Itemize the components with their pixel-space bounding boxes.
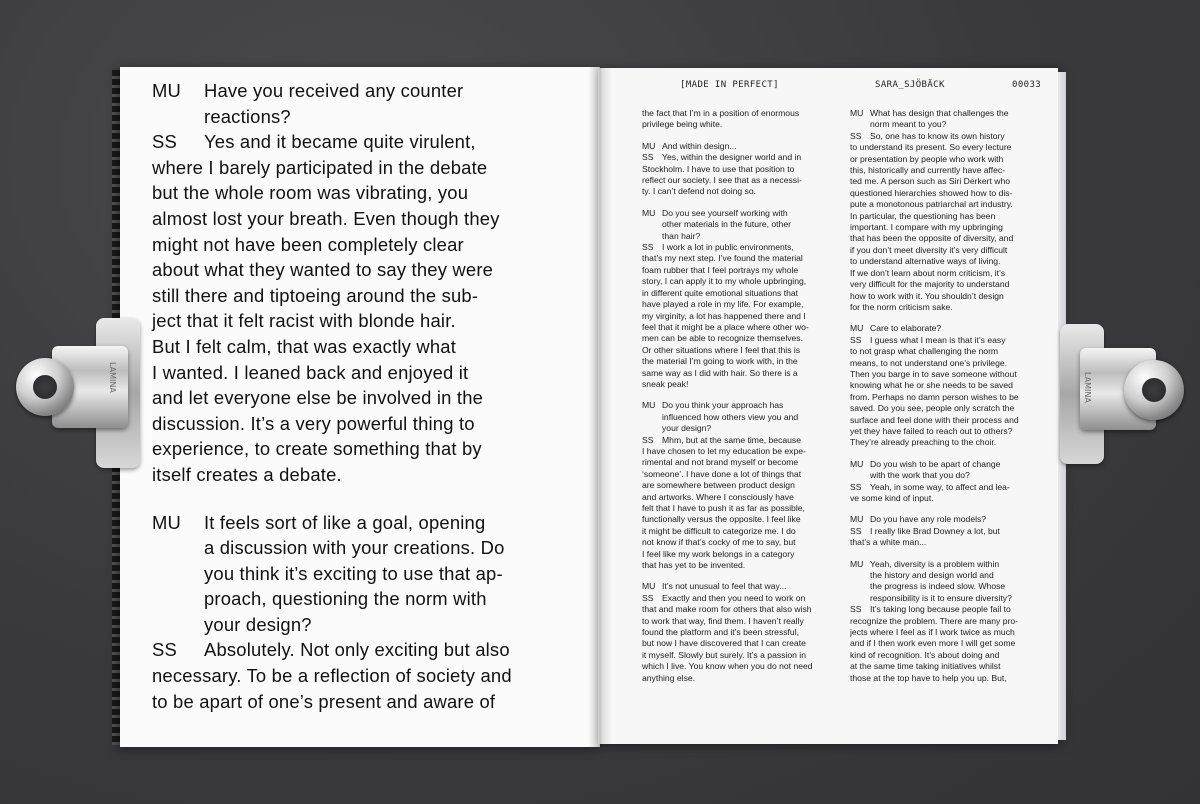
speaker-label: MU (642, 400, 656, 411)
text-line: functionally versus the opposite. I feel like (642, 514, 801, 525)
text-line: I have chosen to let my education be expe- (642, 445, 806, 456)
text-line: proach, questioning the norm with (204, 588, 487, 610)
question-block (152, 510, 572, 638)
speaker-label: MU (642, 207, 656, 218)
text-line: that and make room for others that also wish (642, 604, 812, 615)
text-line: other materials in the future, other (662, 219, 791, 230)
question-block (642, 208, 850, 242)
text-line: to be apart of one’s present and aware of (152, 690, 496, 712)
text-line: which I live. You know when you do not need (642, 661, 813, 672)
text-line: to work that way, find them. I haven’t really (642, 615, 804, 626)
question-block (152, 78, 572, 129)
text-line: this, historically and currently have affec- (850, 165, 1006, 176)
text-line: feel that it might be a place where other wo- (642, 321, 809, 332)
continued-text (642, 108, 850, 131)
speaker-label: SS (642, 242, 654, 253)
paragraph-gap (642, 571, 850, 581)
text-line: Yeah, diversity is a problem within (870, 558, 1000, 569)
text-line: your design? (204, 613, 312, 635)
text-line: Mhm, but at the same time, because (662, 434, 801, 445)
text-line: from. Perhaps no damn person wishes to be (850, 391, 1019, 402)
speaker-label: SS (152, 131, 177, 153)
text-line: Absolutely. Not only exciting but also (204, 639, 510, 661)
text-line: privilege being white. (642, 119, 723, 130)
text-line: reflect our society. I see that as a necessi- (642, 175, 802, 186)
clip-ring-hole (1142, 378, 1166, 402)
answer-block (152, 637, 572, 714)
question-block (642, 581, 850, 592)
text-line: rimental and not brand myself or become (642, 457, 799, 468)
text-line: that’s a white man... (850, 537, 927, 548)
text-line: surface and feel done with their process and (850, 414, 1019, 425)
text-line: a discussion with your creations. Do (204, 537, 505, 559)
text-line: They’re already preaching to the choir. (850, 437, 997, 448)
text-line: for the norm criticism sake. (850, 301, 953, 312)
answer-block (642, 435, 850, 572)
text-line: to not grasp what challenging the norm (850, 346, 999, 357)
text-line: What has design that challenges the (870, 108, 1009, 118)
text-line: necessary. To be a reflection of society and (152, 665, 512, 687)
speaker-label: SS (850, 525, 862, 536)
text-line: same way as I did with hair. So there is a (642, 367, 798, 378)
text-line: have played a role in my life. For example, (642, 299, 804, 310)
text-line: I wanted. I leaned back and enjoyed it (152, 361, 469, 383)
text-line: Do you wish to be apart of change (870, 458, 1001, 469)
text-line: It’s not unusual to feel that way... (662, 581, 787, 592)
question-block (850, 323, 1058, 334)
question-block (850, 559, 1058, 605)
text-line: the material I’m going to work with, in the (642, 356, 798, 367)
text-line: found the platform and it’s been stressful, (642, 627, 800, 638)
paragraph-gap (850, 549, 1058, 559)
paragraph-gap (642, 198, 850, 208)
text-line: in different quite emotional situations that (642, 287, 799, 298)
text-line: If we don’t learn about norm criticism, it’s (850, 267, 1006, 278)
answer-block (850, 604, 1058, 684)
column-right (850, 108, 1058, 684)
text-line: I really like Brad Downey a lot, but (870, 525, 1000, 536)
text-line: about what they wanted to say they were (152, 259, 494, 281)
text-line: but the whole room was vibrating, you (152, 182, 469, 204)
text-line: are somewhere between product design (642, 480, 795, 491)
answer-block (850, 335, 1058, 449)
text-line: foam rubber that I feel portrays my whole (642, 264, 799, 275)
text-line: pute a monotonous patriarchal art industry. (850, 199, 1013, 210)
text-line: men can be able to recognize themselves. (642, 333, 803, 344)
text-line: Stockholm. I have to use that position to (642, 163, 795, 174)
speaker-label: MU (642, 140, 656, 151)
speaker-label: MU (850, 514, 864, 525)
speaker-label: SS (152, 639, 177, 661)
text-line: it might be difficult to categorize me. I do (642, 525, 796, 536)
text-line: I guess what I mean is that it’s easy (870, 334, 1006, 345)
paragraph-gap (850, 313, 1058, 323)
text-line: Exactly and then you need to work on (662, 592, 806, 603)
text-line: that has yet to be invented. (642, 560, 746, 571)
text-line: Yes, within the designer world and in (662, 152, 802, 163)
answer-block (642, 152, 850, 198)
speaker-label: MU (152, 511, 182, 533)
text-line: than hair? (662, 230, 701, 241)
text-line: but now I have discovered that I can create (642, 638, 806, 649)
answer-block (642, 242, 850, 390)
text-line: important. I compare with my upbringing (850, 222, 1003, 233)
speaker-label: SS (642, 592, 654, 603)
text-line: that has been the opposite of diversity, and (850, 233, 1014, 244)
text-line: and let everyone else be involved in the (152, 387, 484, 409)
text-line: that’s my next step. I’ve found the material (642, 253, 803, 264)
text-line: saved. Do you see, people only scratch the (850, 403, 1015, 414)
text-line: felt that I have to push it as far as possible, (642, 503, 805, 513)
text-line: It feels sort of like a goal, opening (204, 511, 486, 533)
text-line: And within design... (662, 140, 737, 151)
text-line: kind of recognition. It’s about doing and (850, 649, 1000, 660)
text-line: reactions? (204, 105, 291, 127)
text-line: ve some kind of input. (850, 493, 934, 503)
text-line: and if I then work even more I will get some (850, 638, 1016, 649)
speaker-label: SS (850, 334, 862, 345)
paragraph-gap (642, 131, 850, 141)
question-block (850, 514, 1058, 525)
text-line: jects where I feel as if I work twice as much (850, 627, 1015, 638)
text-line: So, one has to know its own history (870, 130, 1005, 141)
text-line: Then you barge in to save someone without (850, 368, 1017, 379)
text-line: still there and tiptoeing around the sub- (152, 284, 479, 306)
clip-ring-hole (33, 375, 57, 399)
text-line: at the same time taking initiatives whilst (850, 661, 1001, 672)
text-line: it myself. Slowly but surely. It’s a passion in (642, 649, 806, 660)
text-line: the progress is indeed slow. Whose (870, 581, 1006, 592)
text-line: how to work with it. You shouldn’t design (850, 290, 1004, 301)
text-line: not know if that’s cocky of me to say, but (642, 537, 796, 548)
text-line: you think it’s exciting to use that ap- (204, 562, 503, 584)
text-line: the history and design world and (870, 570, 994, 581)
answer-block (642, 593, 850, 684)
speaker-label: MU (850, 323, 864, 334)
text-line: my virginity, a lot has happened there and I (642, 310, 806, 321)
clip-brand-text: LAMINA (1083, 372, 1092, 403)
text-line: those at the top have to help you up. But, (850, 672, 1007, 683)
text-line: It’s taking long because people fail to (870, 604, 1011, 615)
text-line: to understand its present. So every lecture (850, 142, 1012, 153)
text-line: or presentation by people who work with (850, 153, 1004, 164)
text-line: the fact that I’m in a position of enormous (642, 108, 800, 118)
text-line: Do you think your approach has (662, 400, 784, 411)
text-line: experience, to create something that by (152, 438, 482, 460)
text-line: I work a lot in public environments, (662, 242, 794, 253)
speaker-label: SS (850, 130, 862, 141)
text-line: Yes and it became quite virulent, (204, 131, 476, 153)
text-line: recognize the problem. There are many pro- (850, 615, 1018, 626)
text-line: ject that it felt racist with blonde hair. (152, 310, 456, 332)
text-line: knowing what he or she needs to be saved (850, 380, 1013, 391)
question-block (642, 141, 850, 152)
text-line: norm meant to you? (870, 119, 947, 130)
page-number: 00033 (1012, 80, 1042, 90)
answer-block (850, 526, 1058, 549)
answer-block (850, 131, 1058, 314)
answer-block (850, 482, 1058, 505)
text-line: very difficult for the majority to understand (850, 279, 1010, 290)
text-line: ty. I can’t defend not doing so. (642, 186, 757, 197)
speaker-label: MU (152, 80, 182, 101)
question-block (642, 400, 850, 434)
text-line: itself creates a debate. (152, 463, 342, 485)
text-line: Or other situations where I feel that this is (642, 344, 801, 355)
column-left (642, 108, 850, 684)
text-line: almost lost your breath. Even though they (152, 207, 500, 229)
text-line: influenced how others view you and (662, 411, 799, 422)
answer-block (152, 129, 572, 487)
text-line: Do you have any role models? (870, 514, 987, 525)
question-block (850, 108, 1058, 131)
speaker-label: SS (850, 481, 862, 492)
clip-brand-text: LAMINA (108, 362, 117, 393)
text-line: your design? (662, 423, 712, 434)
text-line: responsibility is it to ensure diversity? (870, 592, 1012, 603)
text-line: means, to not understand one’s privilege. (850, 357, 1008, 368)
text-line: I feel like my work belongs in a category (642, 548, 795, 559)
text-line: Have you received any counter (204, 80, 464, 101)
book-gutter (588, 67, 612, 747)
speaker-label: MU (850, 458, 864, 469)
text-line: and artworks. Where I consciously have (642, 491, 794, 502)
text-line: ted me. A person such as Siri Derkert who (850, 176, 1011, 187)
text-line: if you don’t meet diversity it’s very difficult (850, 244, 1008, 255)
text-line: In particular, the questioning has been (850, 210, 996, 221)
header-section: [MADE IN PERFECT] (680, 80, 779, 90)
speaker-label: MU (850, 108, 864, 118)
text-line: yet they have failed to reach out to others? (850, 425, 1013, 436)
speaker-label: SS (642, 434, 654, 445)
left-page-text (152, 78, 572, 714)
text-line: anything else. (642, 672, 696, 683)
speaker-label: MU (642, 581, 656, 592)
text-line: But I felt calm, that was exactly what (152, 335, 457, 357)
question-block (850, 459, 1058, 482)
text-line: sneak peak! (642, 378, 689, 389)
text-line: might not have been completely clear (152, 233, 464, 255)
text-line: with the work that you do? (870, 470, 970, 481)
text-line: where I barely participated in the debate (152, 156, 488, 178)
speaker-label: SS (642, 152, 654, 163)
text-line: Care to elaborate? (870, 323, 942, 334)
text-line: ‘someone’. I have done a lot of things that (642, 468, 802, 479)
text-line: to understand alternative ways of living. (850, 256, 1001, 267)
speaker-label: MU (850, 558, 864, 569)
text-line: story, I can apply it to my whole upbringing, (642, 276, 807, 287)
text-line: Do you see yourself working with (662, 207, 788, 218)
paragraph-gap (850, 449, 1058, 459)
text-line: questioned hierarchies showed how to dis- (850, 187, 1013, 198)
speaker-label: SS (850, 604, 862, 615)
header-author: SARA_SJÖBÄCK (875, 80, 945, 90)
text-line: discussion. It’s a very powerful thing to (152, 412, 475, 434)
paragraph-gap (850, 504, 1058, 514)
paragraph-gap (642, 390, 850, 400)
text-line: Yeah, in some way, to affect and lea- (870, 481, 1010, 492)
